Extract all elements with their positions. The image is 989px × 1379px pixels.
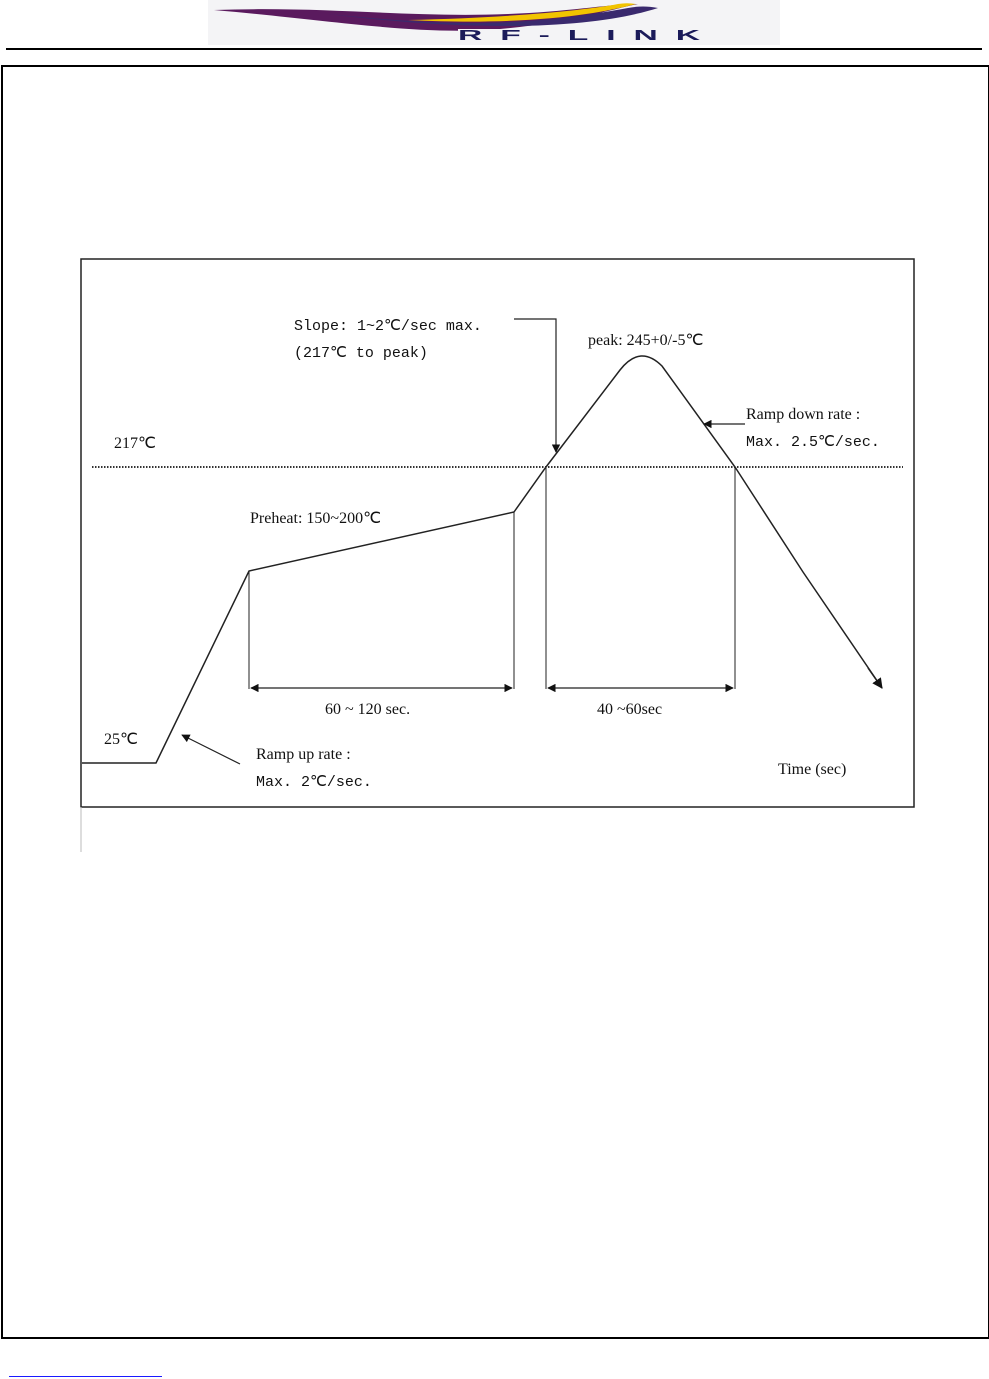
label-preheat-time: 60 ~ 120 sec. — [325, 701, 411, 718]
label-slope-line2: (217℃ to peak) — [294, 345, 428, 362]
chart-border — [81, 259, 914, 807]
slope-callout-arrow — [514, 319, 556, 452]
label-time-axis: Time (sec) — [778, 761, 847, 778]
label-ramp-down-line1: Ramp down rate : — [746, 406, 861, 423]
footer-link[interactable] — [9, 1366, 162, 1377]
ramp-up-callout-arrow — [182, 735, 240, 764]
label-25c: 25℃ — [104, 731, 138, 748]
logo-wordmark: RF-LINK — [458, 27, 718, 44]
profile-end-arrow — [868, 668, 882, 688]
label-ramp-down-line2: Max. 2.5℃/sec. — [746, 434, 880, 451]
label-preheat: Preheat: 150~200℃ — [250, 510, 382, 527]
label-ramp-up-line2: Max. 2℃/sec. — [256, 774, 372, 791]
label-peak: peak: 245+0/-5℃ — [588, 332, 704, 349]
label-liquidus-time: 40 ~60sec — [597, 701, 663, 718]
label-slope-line1: Slope: 1~2℃/sec max. — [294, 318, 482, 335]
label-ramp-up-line1: Ramp up rate : — [256, 746, 351, 763]
label-217c: 217℃ — [114, 435, 156, 452]
